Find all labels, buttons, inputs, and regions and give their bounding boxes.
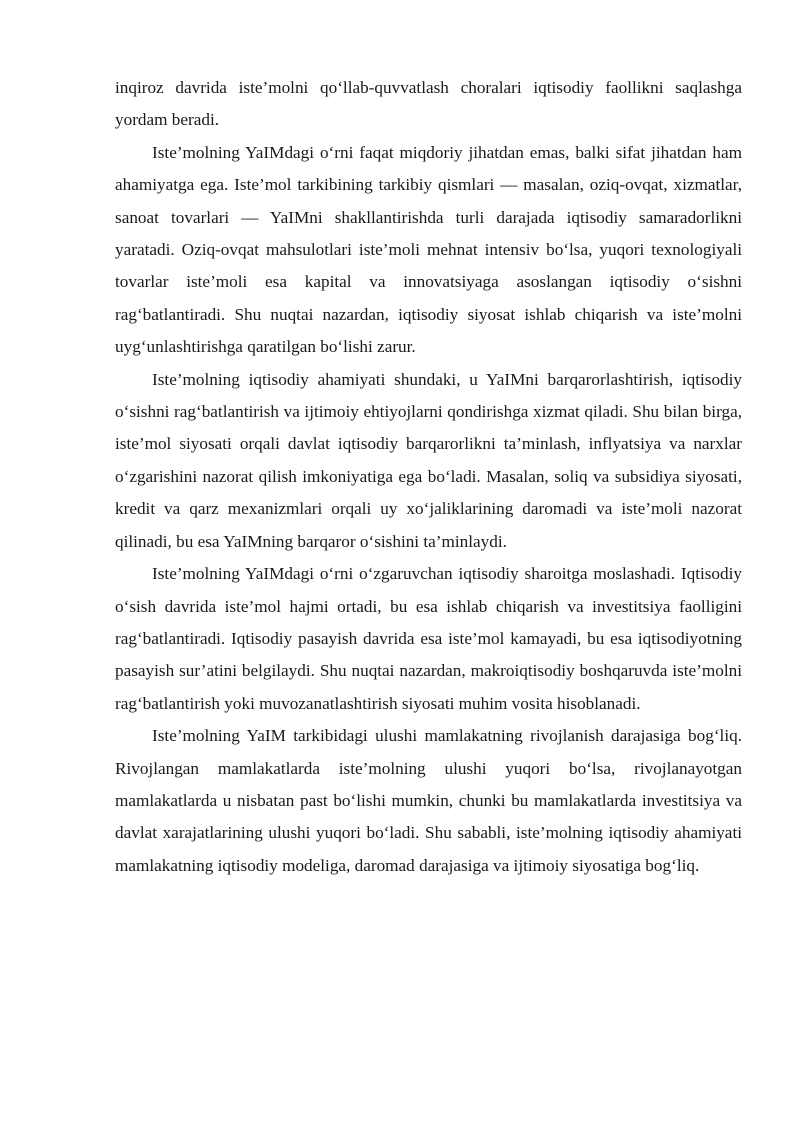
paragraph-adaptation: Iste’molning YaIMdagi o‘rni o‘zgaruvchan iqtisodiy sharoitga moslashadi. Iqtisodiy o‘sish davrida iste’mol hajmi ortadi, bu esa ishlab chiqarish va investitsiya faolligini rag‘batlantiradi. Iqtisodiy pasayish davrida esa iste’mol kamayadi, bu esa iqtisodiyotning pasayish sur’atini belgilaydi. Shu nuqtai nazardan, makroiqtisodiy boshqaruvda iste’molni rag‘batlantirish yoki muvozanatlashtirish siyosati muhim vosita hisoblanadi. <box>115 564 742 713</box>
document-body <box>115 72 742 882</box>
paragraph-development-share: Iste’molning YaIM tarkibidagi ulushi mamlakatning rivojlanish darajasiga bog‘liq. Rivojlangan mamlakatlarda iste’molning ulushi yuqori bo‘lsa, rivojlanayotgan mamlakatlarda u nisbatan past bo‘lishi mumkin, chunki bu mamlakatlarda investitsiya va davlat xarajatlarining ulushi yuqori bo‘ladi. Shu sababli, iste’molning iqtisodiy ahamiyati mamlakatning iqtisodiy modeliga, daromad darajasiga va ijtimoiy siyosatiga bog‘liq. <box>115 726 742 875</box>
paragraph-economic-significance: Iste’molning iqtisodiy ahamiyati shundaki, u YaIMni barqarorlashtirish, iqtisodiy o‘sishni rag‘batlantirish va ijtimoiy ehtiyojlarni qondirishga xizmat qiladi. Shu bilan birga, iste’mol siyosati orqali davlat iqtisodiy barqarorlikni ta’minlash, inflyatsiya va narxlar o‘zgarishini nazorat qilish imkoniyatiga ega bo‘ladi. Masalan, soliq va subsidiya siyosati, kredit va qarz mexanizmlari orqali uy xo‘jaliklarining daromadi va iste’moli nazorat qilinadi, bu esa YaIMning barqaror o‘sishini ta’minlaydi. <box>115 369 742 551</box>
paragraph-consumption-quality: Iste’molning YaIMdagi o‘rni faqat miqdoriy jihatdan emas, balki sifat jihatdan ham ahamiyatga ega. Iste’mol tarkibining tarkibiy qismlari — masalan, oziq-ovqat, xizmatlar, sanoat tovarlari — YaIMni shakllantirishda turli darajada iqtisodiy samaradorlikni yaratadi. Oziq-ovqat mahsulotlari iste’moli mehnat intensiv bo‘lsa, yuqori texnologiyali tovarlar iste’moli esa kapital va innovatsiyaga asoslangan iqtisodiy o‘sishni rag‘batlantiradi. Shu nuqtai nazardan, iqtisodiy siyosat ishlab chiqarish va iste’molni uyg‘unlashtirishga qaratilgan bo‘lishi zarur. <box>115 142 742 357</box>
paragraph-continuation: inqiroz davrida iste’molni qo‘llab-quvvatlash choralari iqtisodiy faollikni saqlashga yordam beradi. <box>115 78 742 130</box>
